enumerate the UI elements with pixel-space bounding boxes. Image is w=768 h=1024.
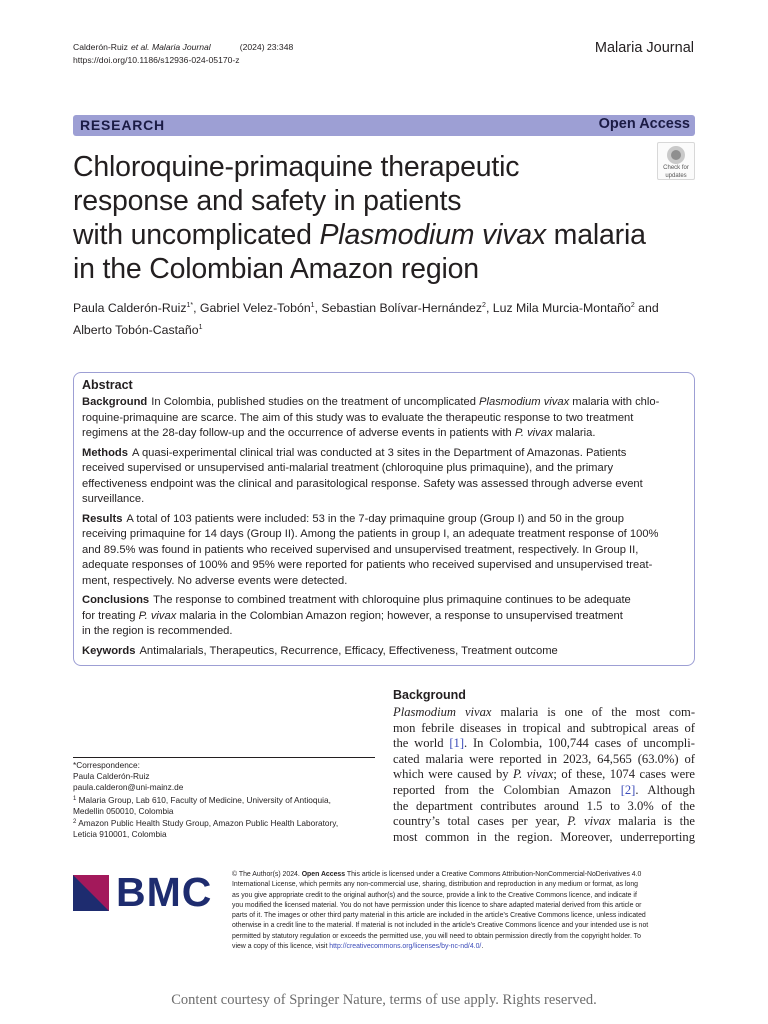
- abstract-conclusions: [82, 593, 686, 640]
- affiliation-mark: 1: [73, 795, 77, 802]
- abstract-text: regimens at the 28-day follow-up and the occurrence of adverse events in patients with: [82, 427, 515, 439]
- keywords-text: Antimalarials, Therapeutics, Recurrence, Efficacy, Effectiveness, Treatment outcome: [139, 644, 558, 657]
- abstract-text: malaria with chlo-: [569, 396, 660, 408]
- license-line: [232, 942, 698, 952]
- correspondence-divider: [73, 757, 375, 758]
- abstract-line: adequate responses of 100% and 95% were reported for patients who received supervised and unsupervised treat-: [82, 559, 653, 571]
- author-line: [73, 296, 698, 318]
- body-text: . In Colombia, 100,744 cases of uncompli-: [464, 736, 695, 751]
- affiliation-line: Leticia 910001, Colombia: [73, 829, 167, 840]
- body-text: malaria is the: [610, 814, 695, 829]
- author-name[interactable]: Paula Calderón-Ruiz: [73, 301, 187, 315]
- abstract-line: surveillance.: [82, 493, 145, 505]
- affiliation-line: [73, 817, 338, 829]
- section-label: RESEARCH: [80, 117, 165, 133]
- title-text: with uncomplicated: [73, 219, 320, 251]
- body-text: which were caused by: [393, 767, 514, 782]
- correspondence-email[interactable]: paula.calderon@uni-mainz.de: [73, 782, 184, 793]
- body-line: [393, 736, 695, 752]
- abstract-line: roquine-primaquine are scarce. The aim of this study was to evaluate the therapeutic response to two treatment: [82, 411, 634, 424]
- bmc-mark-icon: [73, 875, 109, 911]
- citation-link[interactable]: [1]: [449, 736, 465, 751]
- affiliation-mark: 2: [482, 302, 486, 309]
- title-line: response and safety in patients: [73, 185, 462, 217]
- section-label: Keywords: [82, 644, 136, 657]
- body-text: malaria is one of the most com-: [491, 705, 696, 719]
- doi-link[interactable]: https://doi.org/10.1186/s12936-024-05170-z: [73, 55, 240, 65]
- header-authors: Calderón-Ruiz: [73, 42, 128, 52]
- abstract-text: malaria in the Colombian Amazon region; however, a response to unsupervised treatment: [176, 609, 623, 622]
- abstract-line: effectiveness endpoint was the clinical and parasitological response. Safety was assessed through adverse event: [82, 477, 643, 490]
- license-body: .: [481, 943, 484, 951]
- title-line: [73, 218, 673, 252]
- abstract-text: A quasi-experimental clinical trial was conducted at 3 sites in the Department of Amazonas. Patients: [132, 446, 627, 459]
- bmc-logo: [73, 869, 213, 915]
- body-line: [393, 783, 695, 799]
- abstract-text: malaria.: [552, 427, 596, 439]
- body-text: the world: [393, 736, 450, 751]
- affiliation-line: [73, 794, 338, 806]
- abstract-species: P. vivax: [514, 427, 553, 439]
- body-species: P. vivax: [567, 814, 611, 829]
- section-label: Methods: [82, 446, 128, 459]
- license-text: [232, 870, 698, 952]
- article-title: [73, 150, 673, 286]
- body-line: [393, 705, 695, 721]
- open-access-label: Open Access: [598, 116, 690, 132]
- body-text: . Although: [635, 782, 695, 797]
- abstract-text: A total of 103 patients were included: 53 in the 7-day primaquine group (Group I) and 50 in the group: [126, 512, 624, 525]
- abstract-heading: Abstract: [82, 378, 133, 392]
- license-url-link[interactable]: http://creativecommons.org/licenses/by-nc-nd/4.0/: [329, 943, 482, 951]
- section-banner: [73, 115, 695, 136]
- badge-line-1: Check for: [663, 165, 689, 171]
- abstract-line: receiving primaquine for 14 days (Group II). Among the patients in group I, an adequate treatment response of 100%: [82, 528, 659, 540]
- author-name[interactable]: , Luz Mila Murcia-Montaño: [485, 301, 631, 315]
- affiliation-text: Malaria Group, Lab 610, Faculty of Medicine, University of Antioquia,: [76, 794, 331, 805]
- title-line: in the Colombian Amazon region: [73, 253, 479, 285]
- correspondence-name: Paula Calderón-Ruiz: [73, 771, 150, 782]
- abstract-results: [82, 512, 686, 590]
- title-line: Chloroquine-primaquine therapeutic: [73, 151, 520, 183]
- body-species: P. vivax: [513, 767, 554, 782]
- abstract-methods: [82, 446, 686, 508]
- affiliation-mark: 1*: [186, 302, 194, 309]
- body-line: [393, 767, 695, 783]
- title-text: malaria: [545, 219, 646, 251]
- abstract-background: [82, 395, 686, 442]
- body-species: Plasmodium vivax: [393, 705, 492, 719]
- journal-name: Malaria Journal: [594, 40, 694, 56]
- abstract-line: [82, 644, 686, 660]
- body-line: mon febrile diseases in tropical and subtropical areas of: [393, 720, 695, 735]
- license-line: [232, 870, 698, 880]
- background-heading: Background: [393, 688, 466, 702]
- author-list: [73, 296, 698, 340]
- license-line: permitted by statutory regulation or exceeds the permitted use, you will need to obtain permission directly from the copyright holder. To: [232, 932, 641, 940]
- abstract-line: [82, 395, 686, 411]
- affiliation-mark: 1: [198, 324, 203, 331]
- badge-line-2: updates: [665, 172, 687, 179]
- abstract-species: P. vivax: [138, 609, 177, 622]
- body-line: [393, 814, 695, 830]
- abstract-line: [82, 512, 686, 528]
- affiliation-mark: 2: [73, 819, 77, 826]
- author-name[interactable]: Alberto Tobón-Castaño: [73, 323, 199, 337]
- body-text: reported from the Colombian Amazon: [393, 782, 621, 797]
- section-label: Background: [82, 396, 148, 408]
- license-line: parts of it. The images or other third party material in this article are included in the article’s Creative Commons licence, unless indicated: [232, 912, 646, 920]
- body-line: most common in the region. Moreover, underreporting: [393, 829, 695, 844]
- section-label: Conclusions: [82, 594, 150, 606]
- body-text: ; of these, 1074 cases were: [553, 767, 695, 782]
- running-header: [73, 41, 296, 67]
- abstract-line: and 89.5% was found in patients who received supervised and unsupervised treatment, respectively. In Group II,: [82, 543, 639, 556]
- abstract-line: received supervised or unsupervised anti-malarial treatment (chloroquine plus primaquine), and the primary: [82, 462, 614, 474]
- abstract-box: [73, 372, 695, 666]
- abstract-line: [82, 609, 686, 625]
- citation-line: [73, 41, 296, 54]
- title-species: Plasmodium vivax: [319, 219, 546, 251]
- affiliation-mark: 2: [630, 302, 635, 309]
- header-et-al: et al.: [130, 42, 150, 52]
- body-text: country’s total cases per year,: [393, 814, 568, 829]
- license-copyright: © The Author(s) 2024.: [232, 871, 302, 878]
- abstract-line: in the region is recommended.: [82, 625, 233, 637]
- abstract-species: Plasmodium vivax: [479, 396, 570, 408]
- abstract-text: In Colombia, published studies on the treatment of uncomplicated: [151, 396, 480, 408]
- body-line: cated malaria were reported in 2023, 64,565 (63.0%) of: [393, 751, 695, 766]
- author-line: [73, 318, 698, 340]
- license-open-access: Open Access: [301, 871, 346, 878]
- abstract-text: for treating: [82, 609, 139, 622]
- author-name[interactable]: , Sebastian Bolívar-Hernández: [314, 301, 483, 315]
- abstract-line: ment, respectively. No adverse events were detected.: [82, 574, 348, 587]
- affiliation-text: Amazon Public Health Study Group, Amazon Public Health Laboratory,: [76, 818, 339, 829]
- body-line: the department contributes around 1.5 to 3.0% of the: [393, 798, 695, 813]
- license-line: as you give appropriate credit to the original author(s) and the source, provide a link to the Creative Commons licence, and indicate if: [232, 891, 637, 899]
- affiliation-line: Medellin 050010, Colombia: [73, 805, 174, 816]
- correspondence-block: [73, 760, 338, 840]
- license-body: This article is licensed under a Creative Commons Attribution-NonCommercial-NoDerivatives 4.0: [345, 871, 642, 878]
- header-journal: Malaria Journal: [151, 42, 211, 52]
- correspondence-label: *Correspondence:: [73, 760, 140, 770]
- header-year-volume: (2024) 23:348: [239, 42, 294, 52]
- affiliation-mark: 1: [310, 302, 315, 309]
- abstract-line: [82, 446, 686, 462]
- background-body: [393, 705, 695, 845]
- abstract-text: The response to combined treatment with chloroquine plus primaquine continues to be adequate: [153, 594, 631, 606]
- author-name[interactable]: , Gabriel Velez-Tobón: [193, 301, 311, 315]
- abstract-line: [82, 593, 686, 609]
- bmc-wordmark: BMC: [116, 869, 213, 915]
- license-line: you modified the licensed material. You do not have permission under this licence to share adapted material derived from this article or: [232, 901, 642, 909]
- abstract-line: [82, 426, 686, 442]
- citation-link[interactable]: [2]: [620, 782, 636, 797]
- author-connector: and: [634, 301, 659, 315]
- background-section: [393, 688, 695, 845]
- section-label: Results: [82, 512, 123, 525]
- courtesy-footer: Content courtesy of Springer Nature, terms of use apply. Rights reserved.: [171, 992, 597, 1008]
- license-line: International License, which permits any non-commercial use, sharing, distribution and reproduction in any medium or format, as long: [232, 881, 638, 889]
- license-line: otherwise in a credit line to the material. If material is not included in the article’s Creative Commons licence and your intended use is not: [232, 922, 649, 930]
- license-body: view a copy of this licence, visit: [232, 943, 330, 951]
- abstract-keywords: [82, 644, 686, 660]
